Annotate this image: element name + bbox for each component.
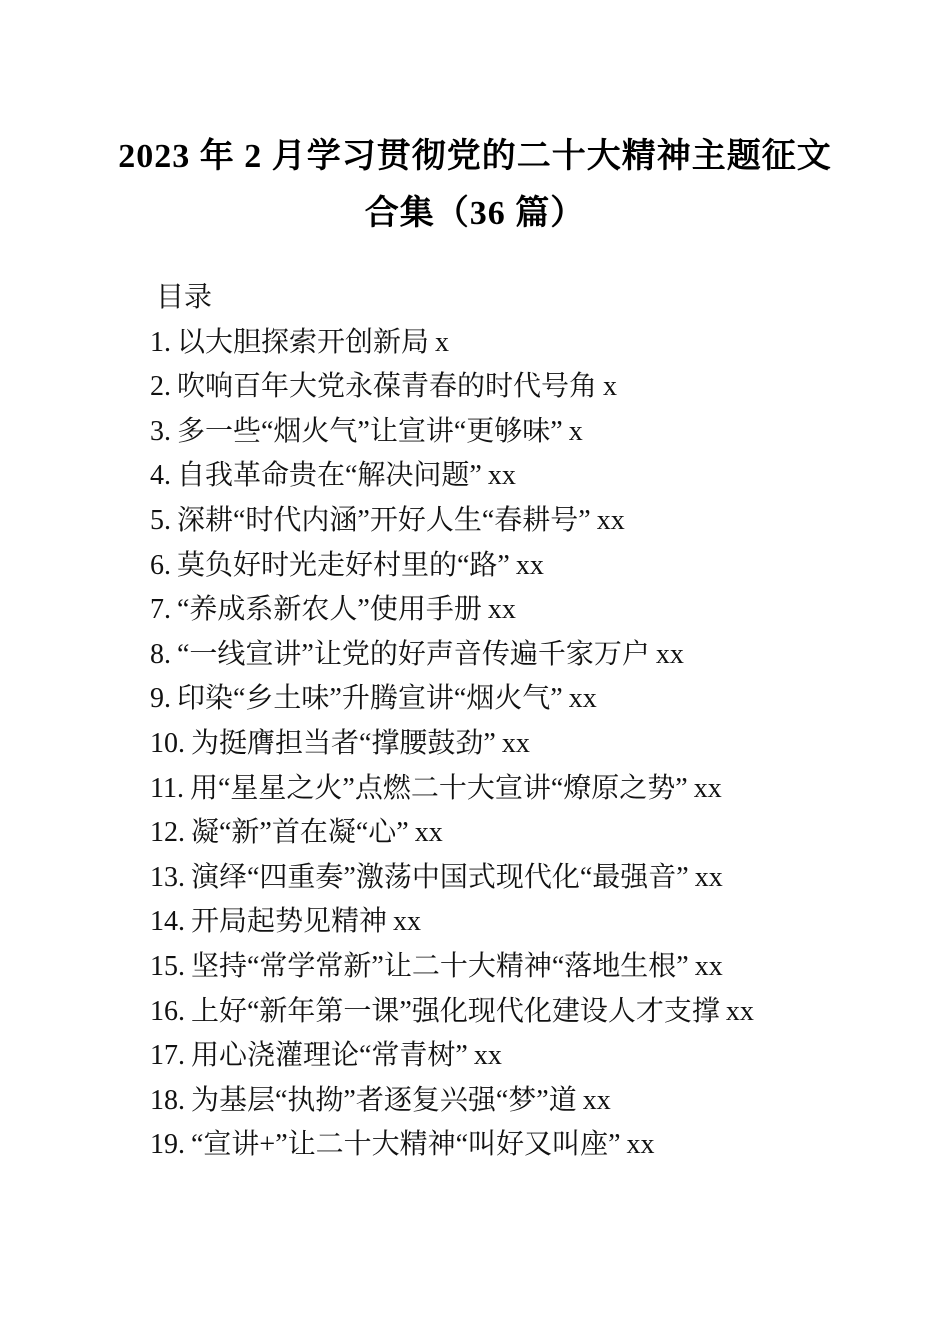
toc-item-title: 上好“新年第一课”强化现代化建设人才支撑 bbox=[191, 995, 720, 1027]
toc-heading: 目录 bbox=[156, 282, 213, 313]
toc-item-page: x bbox=[435, 326, 450, 358]
toc-item bbox=[150, 1034, 880, 1079]
toc-item-title: “养成系新农人”使用手册 bbox=[177, 594, 482, 626]
toc-list bbox=[150, 321, 880, 1168]
toc-item bbox=[150, 900, 880, 945]
table-of-contents bbox=[150, 276, 880, 1168]
toc-item-number: 4. bbox=[150, 460, 171, 492]
toc-item-title: 坚持“常学常新”让二十大精神“落地生根” bbox=[191, 950, 689, 982]
toc-item-number: 18. bbox=[150, 1084, 185, 1116]
toc-item-title: 凝“新”首在凝“心” bbox=[191, 817, 409, 849]
toc-item bbox=[150, 1079, 880, 1124]
toc-item-page: xx bbox=[501, 727, 530, 759]
toc-item bbox=[150, 722, 880, 767]
document-title bbox=[40, 128, 910, 242]
toc-item-page: xx bbox=[582, 1084, 611, 1116]
toc-item-page: xx bbox=[515, 549, 544, 581]
toc-item-title: 吹响百年大党永葆青春的时代号角 bbox=[177, 371, 598, 403]
document-title-line-2: 合集（36 篇） bbox=[364, 195, 586, 232]
toc-item-number: 1. bbox=[150, 326, 171, 358]
toc-item-title: 印染“乡土味”升腾宣讲“烟火气” bbox=[177, 683, 563, 715]
toc-item-number: 13. bbox=[150, 861, 185, 893]
toc-item-number: 3. bbox=[150, 415, 171, 447]
toc-item-title: 为基层“执拗”者逐复兴强“梦”道 bbox=[191, 1084, 577, 1116]
toc-item bbox=[150, 990, 880, 1035]
toc-item bbox=[150, 365, 880, 410]
toc-item-title: 开局起势见精神 bbox=[191, 906, 388, 938]
toc-item bbox=[150, 454, 880, 499]
toc-item bbox=[150, 811, 880, 856]
toc-item-title: “一线宣讲”让党的好声音传遍千家万户 bbox=[177, 638, 650, 670]
toc-item-number: 10. bbox=[150, 727, 185, 759]
toc-item-page: xx bbox=[596, 504, 625, 536]
toc-item-number: 16. bbox=[150, 995, 185, 1027]
toc-item-number: 19. bbox=[150, 1129, 185, 1161]
toc-item-number: 2. bbox=[150, 371, 171, 403]
toc-item-page: xx bbox=[655, 638, 684, 670]
toc-item-number: 14. bbox=[150, 906, 185, 938]
toc-item-page: xx bbox=[487, 460, 516, 492]
toc-item-number: 12. bbox=[150, 817, 185, 849]
toc-item-title: 为挺膺担当者“撑腰鼓劲” bbox=[191, 727, 496, 759]
toc-item-page: xx bbox=[473, 1040, 502, 1072]
document-title-line-1: 2023 年 2 月学习贯彻党的二十大精神主题征文 bbox=[118, 138, 832, 175]
toc-item bbox=[150, 633, 880, 678]
toc-item bbox=[150, 544, 880, 589]
toc-item-page: xx bbox=[393, 906, 422, 938]
toc-item-page: x bbox=[568, 415, 583, 447]
toc-item-title: 用心浇灌理论“常青树” bbox=[191, 1040, 468, 1072]
toc-item-page: xx bbox=[694, 861, 723, 893]
toc-item-title: 莫负好时光走好村里的“路” bbox=[177, 549, 510, 581]
toc-item-number: 6. bbox=[150, 549, 171, 581]
toc-item-title: 用“星星之火”点燃二十大宣讲“燎原之势” bbox=[189, 772, 688, 804]
toc-item-number: 8. bbox=[150, 638, 171, 670]
toc-item bbox=[150, 945, 880, 990]
toc-item-number: 5. bbox=[150, 504, 171, 536]
toc-item bbox=[150, 499, 880, 544]
toc-item bbox=[150, 856, 880, 901]
toc-item-title: 多一些“烟火气”让宣讲“更够味” bbox=[177, 415, 563, 447]
toc-item-page: xx bbox=[725, 995, 754, 1027]
toc-item-page: xx bbox=[626, 1129, 655, 1161]
toc-item-title: “宣讲+”让二十大精神“叫好又叫座” bbox=[191, 1129, 621, 1161]
toc-item-page: xx bbox=[414, 817, 443, 849]
toc-item bbox=[150, 1123, 880, 1168]
toc-item bbox=[150, 410, 880, 455]
toc-item-page: xx bbox=[693, 772, 722, 804]
toc-item-number: 17. bbox=[150, 1040, 185, 1072]
toc-item bbox=[150, 321, 880, 366]
toc-item-page: xx bbox=[694, 950, 723, 982]
toc-item bbox=[150, 677, 880, 722]
toc-item bbox=[150, 588, 880, 633]
toc-item-title: 深耕“时代内涵”开好人生“春耕号” bbox=[177, 504, 591, 536]
toc-item-number: 11. bbox=[150, 772, 184, 804]
toc-item-number: 7. bbox=[150, 594, 171, 626]
toc-item-title: 以大胆探索开创新局 bbox=[177, 326, 430, 358]
toc-item-number: 15. bbox=[150, 950, 185, 982]
toc-item-title: 自我革命贵在“解决问题” bbox=[177, 460, 482, 492]
toc-item bbox=[150, 767, 880, 812]
toc-item-title: 演绎“四重奏”激荡中国式现代化“最强音” bbox=[191, 861, 689, 893]
toc-item-number: 9. bbox=[150, 683, 171, 715]
toc-item-page: x bbox=[603, 371, 618, 403]
toc-item-page: xx bbox=[568, 683, 597, 715]
toc-item-page: xx bbox=[487, 594, 516, 626]
